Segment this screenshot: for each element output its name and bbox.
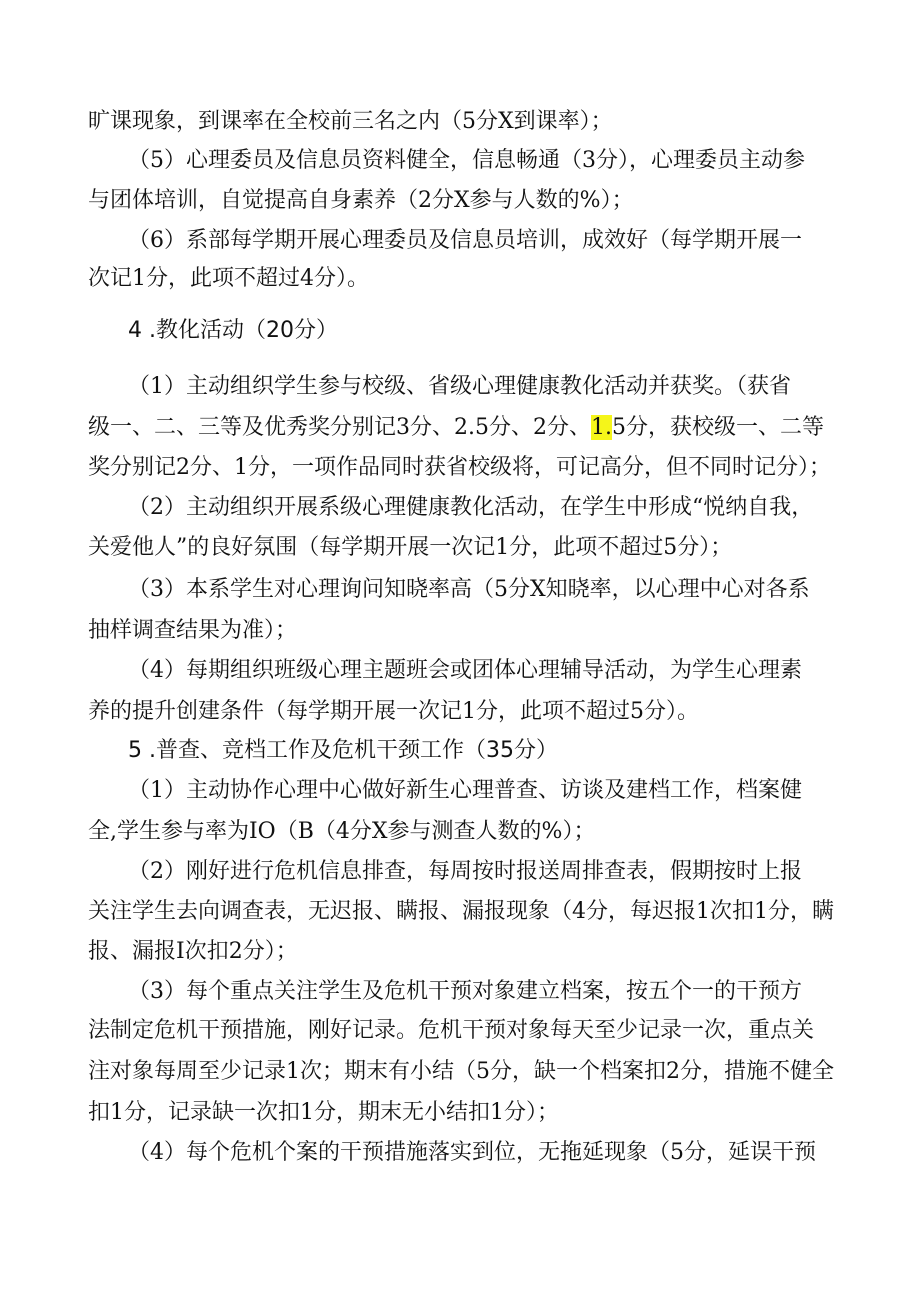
highlighted-text: 1.	[590, 415, 612, 440]
text-line: （4）每期组织班级心理主题班会或团体心理辅导活动，为学生心理素	[128, 658, 802, 683]
text-line: 养的提升创建条件（每学期开展一次记1分，此项不超过5分）。	[88, 699, 699, 724]
text-line: （4）每个危机个案的干预措施落实到位，无拖延现象（5分，延误干预	[128, 1140, 816, 1165]
text-line: （3）本系学生对心理询问知晓率高（5分X知晓率，以心理中心对各系	[128, 577, 810, 602]
section-heading: 5 .普查、竞档工作及危机干颈工作（35分）	[128, 738, 558, 763]
text-line: 注对象每周至少记录1次；期末有小结（5分，缺一个档案扣2分，措施不健全	[88, 1059, 834, 1084]
text-line: 全,学生参与率为IO（B（4分X参与测查人数的%）；	[88, 819, 596, 844]
text-line: 旷课现象，到课率在全校前三名之内（5分X到课率）；	[88, 109, 613, 134]
text-line: 法制定危机干预措施，刚好记录。危机干预对象每天至少记录一次，重点关	[88, 1018, 815, 1043]
text-line: （3）每个重点关注学生及危机干预对象建立档案，按五个一的干预方	[128, 979, 802, 1004]
text-line: 关爱他人”的良好氛围（每学期开展一次记1分，此项不超过5分）；	[88, 535, 733, 560]
text-line: （1）主动组织学生参与校级、省级心理健康教化活动并获奖。（获省	[128, 374, 791, 399]
text-line: （2）主动组织开展系级心理健康教化活动，在学生中形成“悦纳自我，	[128, 495, 814, 520]
text-line: 报、漏报I次扣2分）；	[88, 939, 298, 964]
text-line: 抽样调查结果为准）；	[88, 618, 298, 643]
text-line: （2）刚好进行危机信息排查，每周按时报送周排查表，假期按时上报	[128, 859, 802, 884]
text-line: 奖分别记2分、1分，一项作品同时获省校级将，可记高分，但不同时记分）；	[88, 455, 831, 480]
text-line: 次记1分，此项不超过4分）。	[88, 266, 369, 291]
text-line: 关注学生去向调查表，无迟报、瞒报、漏报现象（4分，每迟报1次扣1分，瞒	[88, 899, 834, 924]
text-line: 与团体培训，自觉提高自身素养（2分X参与人数的%）；	[88, 188, 634, 213]
text-line: 扣1分，记录缺一次扣1分，期末无小结扣1分）；	[88, 1100, 559, 1125]
text-line: （1）主动协作心理中心做好新生心理普查、访谈及建档工作，档案健	[128, 778, 802, 803]
section-heading: 4 .教化活动（20分）	[128, 318, 338, 343]
text-line: 级一、二、三等及优秀奖分别记3分、2.5分、2分、1.5分，获校级一、二等	[88, 415, 824, 440]
text-line: （5）心理委员及信息员资料健全，信息畅通（3分），心理委员主动参	[128, 148, 805, 173]
text-line: （6）系部每学期开展心理委员及信息员培训，成效好（每学期开展一	[128, 228, 802, 253]
